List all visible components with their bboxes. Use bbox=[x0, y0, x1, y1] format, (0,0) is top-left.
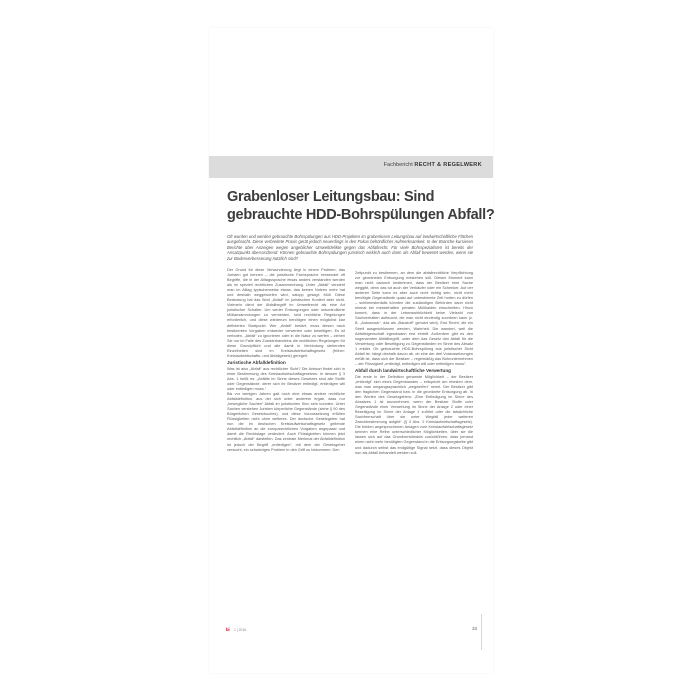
headline-line-2: gebrauchte HDD-Bohrspülungen Abfall? bbox=[227, 207, 495, 223]
right-paragraph-1: Zeitpunkt zu bestimmen, an dem die abfallrechtliche Verpflichtung zur geordneten Entsorgung entstehen soll. Diesen Moment kann man nicht dadurch bestimmen, dass der Besitzer eine Sache weggibt, denn das tut auch der Verkäufer oder ein Schenker. Auf der anderen Seite kann es aber auch nicht richtig sein, nicht mehr benötigte Gegenstände quasi auf unbestimmte Zeit horten zu dürfen – schlimmstenfalls könnten die zuständigen Behörden dann nicht einmal bei messiehaften privaten Müllhalden einschreiten. Hinzu kommt, dass in der Lebenswirklichkeit keine Vielzahl von Sachverhalten auftaucht, die man nicht eindeutig zuordnen kann (z. B. „Autowrack“, das als „Baustoff“ genutzt wird). Erst Recht, die ein Streit ausgeschlossen werden, Wahrheit. Die wandert, weil die Abfalleigenschaft irgendwann erst eintritt. Außerdem gibt es den sogenannten Abfallbegriff, unter dem das Gesetz den Abfall für die Verwertung oder Beseitigung zu Gegenständen im Sinne des Absatz 1 erklärt. Ob gebrauchte HDD-Bohrspülung aus juristischer Sicht Abfall ist, hängt deshalb davon ab, ob eine der drei Voraussetzungen erfüllt ist, dass sich der Besitzer – regelmäßig das Bohrunternehmen – der Flüssigkeit „entledigt, entledigen will oder entledigen muss“. bbox=[355, 271, 473, 366]
section-category: Fachbericht bbox=[383, 162, 413, 168]
issue-label: 1 | 2016 bbox=[234, 627, 247, 632]
section-label bbox=[384, 162, 482, 168]
left-paragraph-3: Bis vor wenigen Jahren galt noch eine etwas andere rechtliche Abfalldefinition, aus der sich unter anderem ergab, dass nur „bewegliche Sachen“ Abfall im juristischen Sinn sein konnten. Unter Sachen verstehen Juristen körperliche Gegenstände (siehe § 90 des Bürgerlichen Gesetzbuches), und diese Voraussetzung erfüllen Flüssigkeiten nicht ohne weiteres. Der deutsche Gesetzgeber hat nun die im deutschen Kreislaufwirtschaftsgesetz geltende Abfalldefinition an die europarechtlichen Vorgaben angepasst und damit die Rechtslage verändert. Auch Flüssigkeiten können jetzt rechtlich „Abfall“ darstellen. Das zentrale Merkmal der Abfalldefinition ist jedoch der Begriff „entledigen“, mit dem der Gesetzgeber versucht, ein schwieriges Problem in den Griff zu bekommen: Den bbox=[227, 392, 345, 452]
left-paragraph-1: Der Grund für diese Verwunderung liegt in einem Problem, das Juristen gut kennen – die juristische Fachsprache verwendet oft Begriffe, die in der Alltagssprache etwas anders verstanden werden als im speziell rechtlichen Zusammenhang. Unter „Abfall“ versteht man im Alltag typischerweise etwas, das keinen Nutzen mehr hat und deshalb weggeworfen wird, salopp gesagt: Müll. Diese Bedeutung hat das Wort „Abfall“ im juristischen Kontext aber nicht. Vielmehr dient der Abfallbegriff im Umweltrecht als eine Art juristischer Schalter. Um weder Entsorgungen oder unkontrollierte Müllansammlungen zu vermeiden, sind rechtliche Regelungen erforderlich, und diese wiederum benötigen einen möglichst klar definierten Startpunkt. Wer „Abfall“ besitzt, muss diesen nach bestimmten Vorgaben entweder verwerten oder beseitigen. Es ist verboten, „Abfall“ zu ignorieren oder in die Natur zu werfen – ziehen Sie nur im Falle des Zuwiderhandelns die rechtlichen Regelungen für diese Grundpflicht und alle damit in Verbindung stehenden Einzelheiten sind im Kreislaufwirtschaftsgesetz (früher: Kreislaufwirtschafts- und Abfallgesetz) geregelt. bbox=[227, 268, 345, 358]
headline-line-1: Grabenloser Leitungsbau: Sind bbox=[227, 189, 435, 205]
section-header-bar bbox=[209, 156, 493, 178]
publisher-logo: bi bbox=[226, 627, 230, 632]
subheading-landwirtschaftliche-verwertung: Abfall durch landwirtschaftliche Verwertung bbox=[355, 368, 451, 374]
text-column-left bbox=[227, 268, 345, 453]
magazine-page bbox=[209, 28, 493, 673]
text-column-right bbox=[355, 271, 473, 456]
margin-divider bbox=[481, 614, 482, 650]
page-number: 33 bbox=[472, 626, 478, 631]
subheading-abfalldefinition: Juristische Abfalldefinition bbox=[227, 360, 286, 366]
section-rubric: RECHT & REGELWERK bbox=[414, 162, 482, 168]
article-lead: Oft wurden und werden gebrauchte Bohrspülungen aus HDD-Projekten im grabenlosen Leitungsbau auf landwirtschaftliche Flächen ausgebracht. Diese verbreitete Praxis gerät jedoch neuerdings in den Fokus behördlicher Aufmerksamkeit. In der Branche kursieren Berichte über Anzeigen wegen angeblicher Umweltdelikte gegen das Abfallrecht. Für viele Bohrspezialisten ist bereits der Ansatzpunkt überraschend: Können gebrauchte Bohrspülungen juristisch wirklich auch dann als Abfall bewertet werden, wenn sie zur Bodenverbesserung nützlich sind? bbox=[227, 234, 473, 261]
article-headline bbox=[227, 188, 495, 224]
left-paragraph-2: Was ist also „Abfall“ aus rechtlicher Sicht? Die Antwort findet sich in einer Bestimmung des Kreislaufwirtschaftsgesetzes. In dessen § 3 Abs. 1 heißt es: „Abfälle im Sinne dieses Gesetzes sind alle Stoffe oder Gegenstände, derer sich ihr Besitzer entledigt, entledigen will oder entledigen muss.“ bbox=[227, 366, 345, 392]
right-paragraph-2: Die erste in der Definition genannte Möglichkeit – der Besitzer „entledigt“ sich eines Gegenstandes – entspricht am ehesten dem, was man umgangssprachlich „wegwerfen“ nennt. Der Besitzer gibt den fraglichen Gegenstand bzw. in die geordnete Entsorgung ab. In den Worten des Gesetzgebers: „Eine Entledigung im Sinne des Absatzes 1 ist anzunehmen, wenn der Besitzer Stoffe oder Gegenstände einer Verwertung im Sinne der Anlage 2 oder einer Beseitigung im Sinne der Anlage 1 zuführt oder die tatsächliche Sachherrschaft über sie unter Wegfall jeder weiteren Zweckbestimmung aufgibt“ (§ 3 Abs. 2 Kreislaufwirtschaftsgesetz). Die beiden angesprochenen Anlagen zum Kreislaufwirtschaftsgesetz kennen eine Reihe unterschiedlicher Möglichkeiten, über sie die lassen sich auf das Grundverständnis zurückführen, dass jemand einen nicht mehr benötigten Gegenstand in die Entsorgungskette gibt und dadurch selbst das endgültige Signal setzt, dass dieses Objekt nun als Abfall behandelt werden soll. bbox=[355, 374, 473, 455]
